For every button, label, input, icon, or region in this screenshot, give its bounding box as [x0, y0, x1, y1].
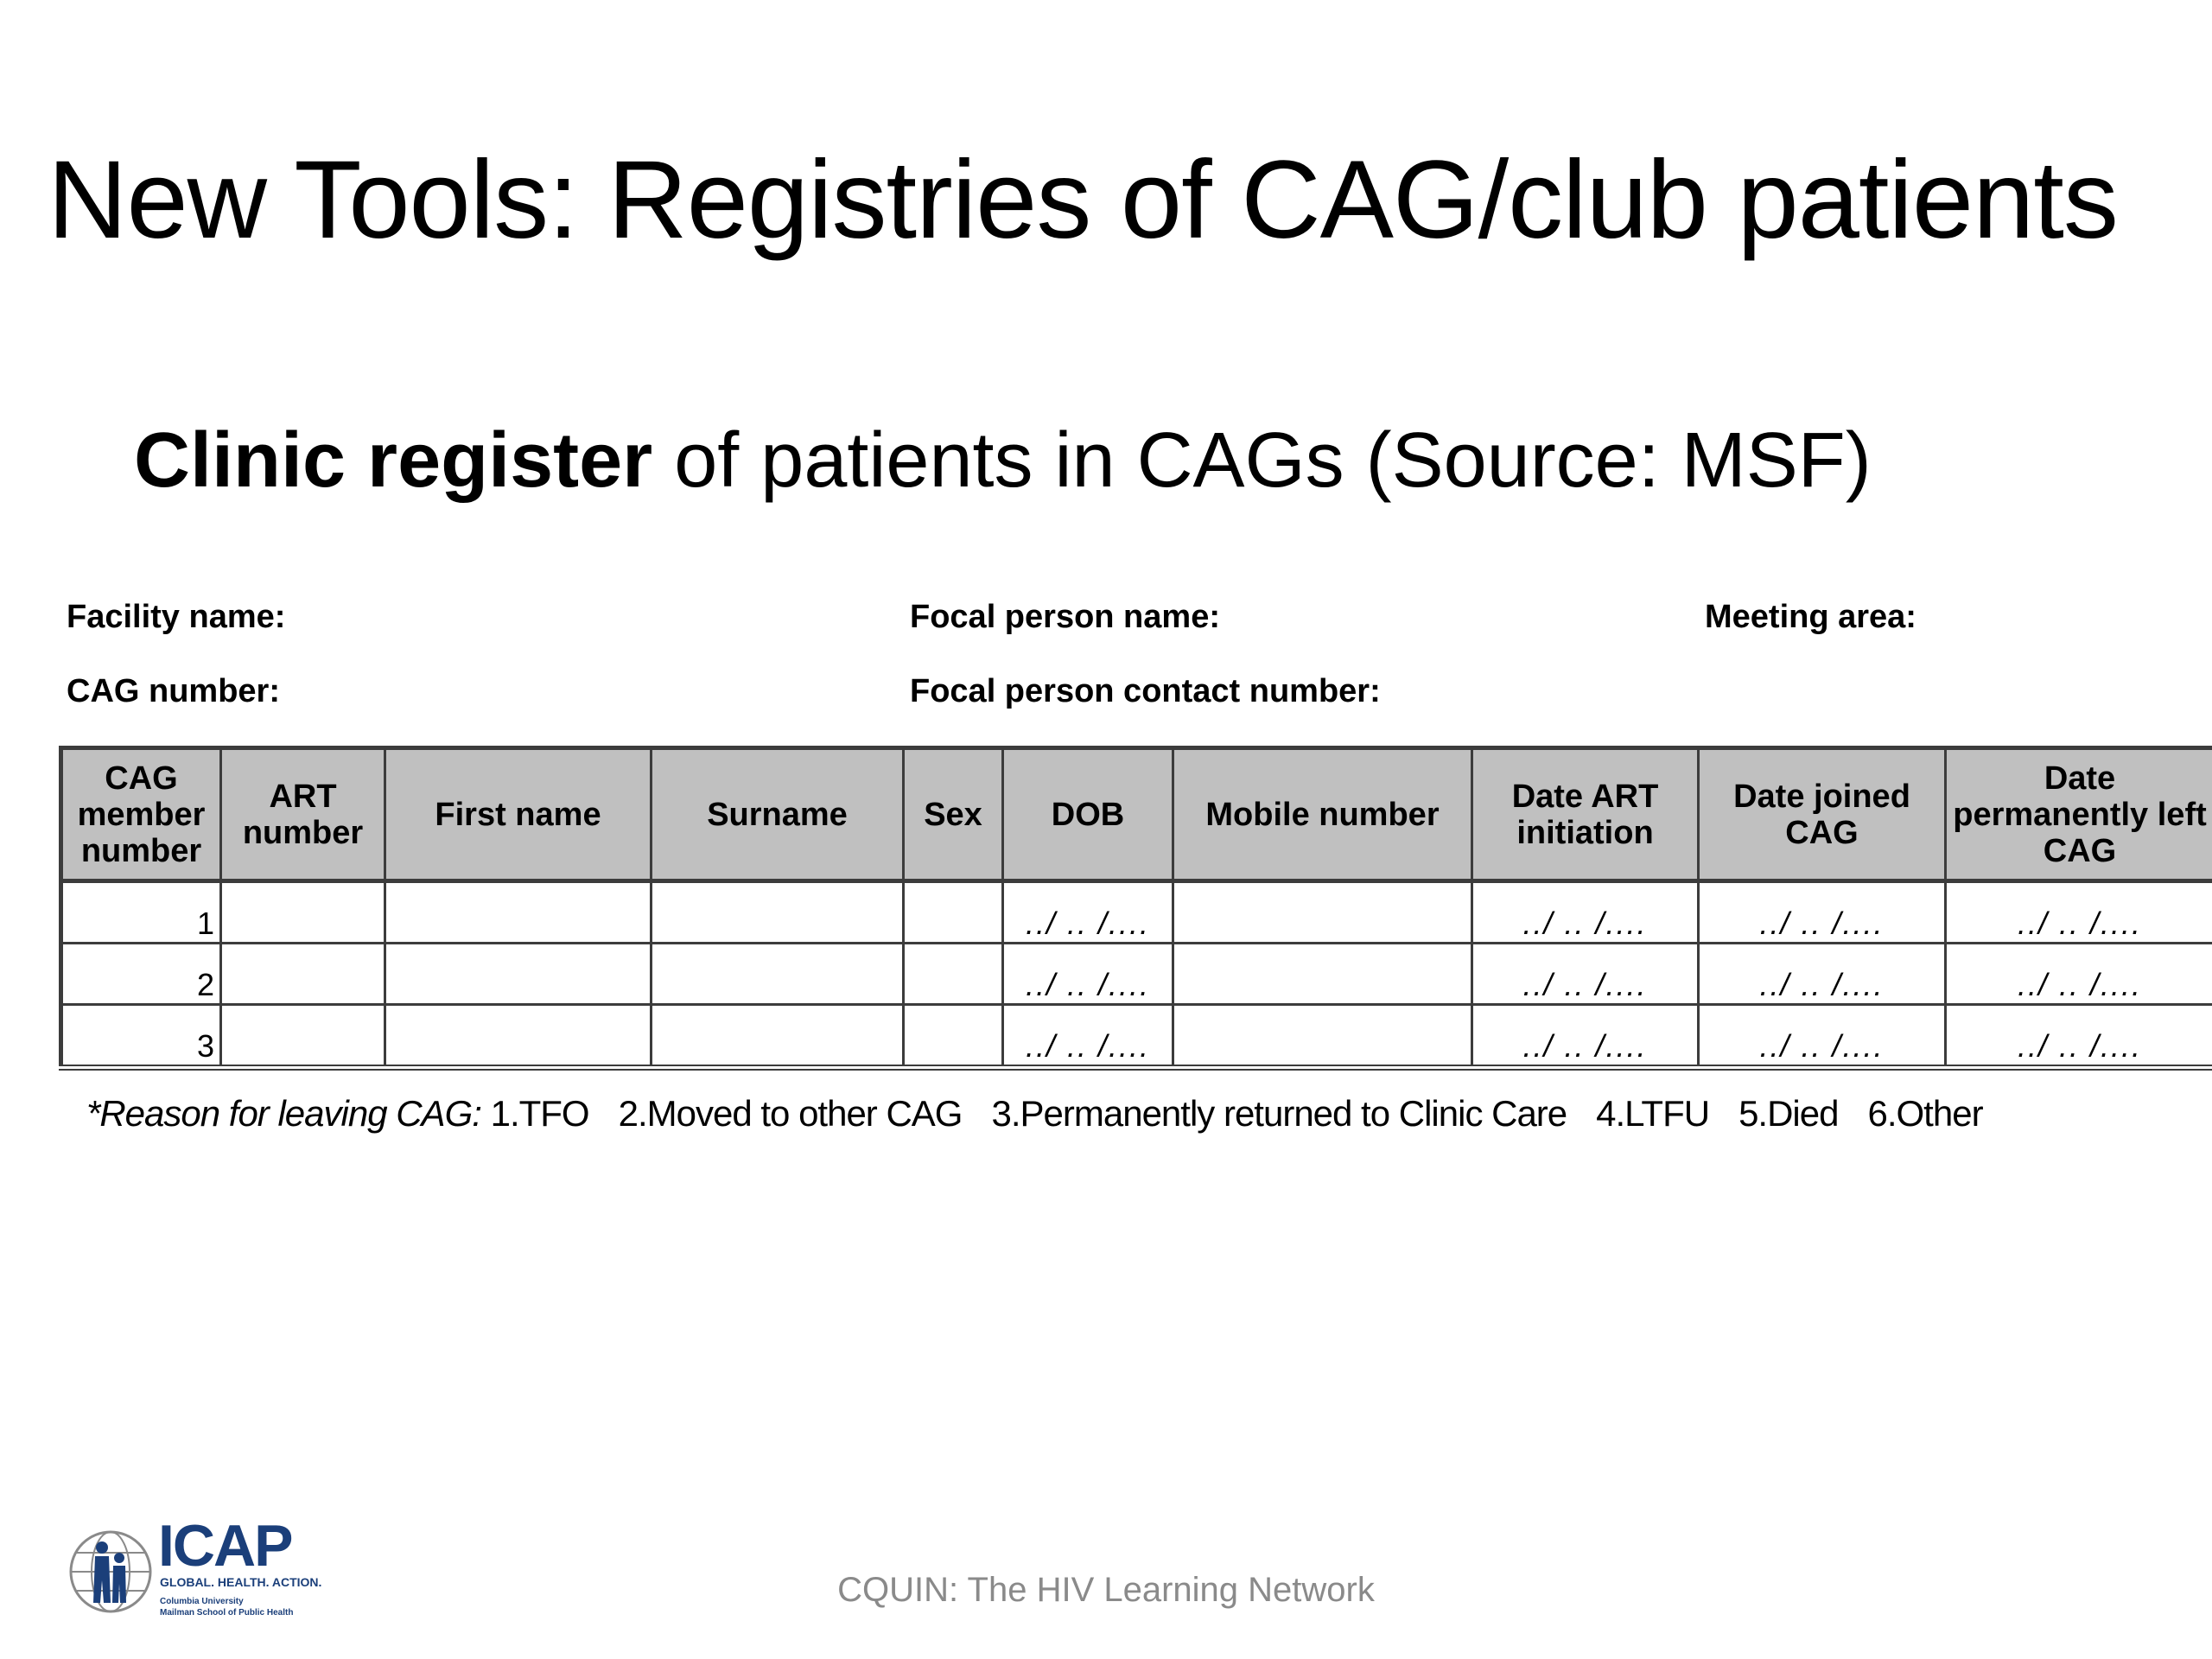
date-placeholder-cell: ../ .. /....: [1472, 944, 1699, 1005]
date-placeholder-cell: ../ .. /....: [1946, 1005, 2212, 1068]
empty-cell: [221, 944, 385, 1005]
empty-cell: [652, 944, 904, 1005]
column-header: Sex: [904, 748, 1003, 881]
subtitle-bold: Clinic register: [134, 417, 653, 504]
column-header: Date ART initiation: [1472, 748, 1699, 881]
date-placeholder-cell: ../ .. /....: [1003, 944, 1173, 1005]
reason-item: 2.Moved to other CAG: [618, 1093, 963, 1134]
reason-item: 3.Permanently returned to Clinic Care: [991, 1093, 1567, 1134]
date-placeholder-cell: ../ .. /....: [1699, 1005, 1946, 1068]
date-placeholder-cell: ../ .. /....: [1003, 1005, 1173, 1068]
date-placeholder-cell: ../ .. /....: [1472, 1005, 1699, 1068]
column-header: DOB: [1003, 748, 1173, 881]
logo-tagline: GLOBAL. HEALTH. ACTION.: [160, 1575, 322, 1589]
slide-title: New Tools: Registries of CAG/club patients: [48, 138, 2118, 262]
empty-cell: [221, 1005, 385, 1068]
reason-item: 4.LTFU: [1596, 1093, 1710, 1134]
empty-cell: [1173, 1005, 1472, 1068]
facility-name-label: Facility name:: [67, 599, 286, 635]
column-header: First name: [385, 748, 652, 881]
clinic-register-table: [59, 746, 2212, 1071]
column-header: Date permanently left CAG: [1946, 748, 2212, 881]
slide-subtitle: [134, 417, 1872, 504]
meeting-area-label: Meeting area:: [1705, 599, 1916, 635]
reason-item: 1.TFO: [490, 1093, 589, 1134]
member-number-cell: 1: [61, 881, 221, 944]
footnote-prefix: *Reason for leaving CAG:: [86, 1093, 481, 1134]
empty-cell: [652, 1005, 904, 1068]
date-placeholder-cell: ../ .. /....: [1699, 944, 1946, 1005]
table-row: [61, 944, 2212, 1005]
column-header: ART number: [221, 748, 385, 881]
table-body: [61, 881, 2212, 1068]
empty-cell: [904, 881, 1003, 944]
empty-cell: [385, 1005, 652, 1068]
empty-cell: [904, 1005, 1003, 1068]
logo-line-1: Columbia University: [160, 1597, 244, 1606]
column-header: CAG member number: [61, 748, 221, 881]
member-number-cell: 3: [61, 1005, 221, 1068]
empty-cell: [1173, 944, 1472, 1005]
empty-cell: [385, 881, 652, 944]
logo-line-2: Mailman School of Public Health: [160, 1608, 294, 1618]
column-header: Date joined CAG: [1699, 748, 1946, 881]
column-header: Surname: [652, 748, 904, 881]
reason-item: 5.Died: [1738, 1093, 1839, 1134]
empty-cell: [904, 944, 1003, 1005]
subtitle-rest: of patients in CAGs (Source: MSF): [652, 417, 1872, 504]
cag-number-label: CAG number:: [67, 673, 280, 709]
focal-person-contact-label: Focal person contact number:: [910, 673, 1381, 709]
leaving-reason-footnote: [86, 1093, 1983, 1135]
table-row: [61, 881, 2212, 944]
date-placeholder-cell: ../ .. /....: [1946, 881, 2212, 944]
empty-cell: [1173, 881, 1472, 944]
empty-cell: [652, 881, 904, 944]
date-placeholder-cell: ../ .. /....: [1472, 881, 1699, 944]
logo-wordmark: ICAP: [158, 1513, 292, 1579]
empty-cell: [385, 944, 652, 1005]
empty-cell: [221, 881, 385, 944]
column-header: Mobile number: [1173, 748, 1472, 881]
date-placeholder-cell: ../ .. /....: [1699, 881, 1946, 944]
date-placeholder-cell: ../ .. /....: [1946, 944, 2212, 1005]
reason-item: 6.Other: [1867, 1093, 1983, 1134]
table-row: [61, 1005, 2212, 1068]
footer-text: CQUIN: The HIV Learning Network: [837, 1571, 1375, 1609]
date-placeholder-cell: ../ .. /....: [1003, 881, 1173, 944]
member-number-cell: 2: [61, 944, 221, 1005]
focal-person-name-label: Focal person name:: [910, 599, 1220, 635]
table-header-row: [61, 748, 2212, 881]
